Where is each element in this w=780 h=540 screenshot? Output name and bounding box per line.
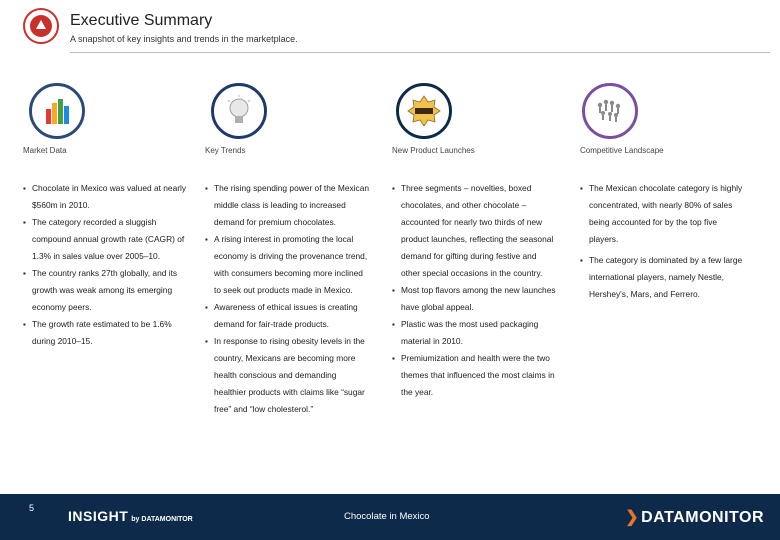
insight-word: INSIGHT: [68, 508, 129, 524]
column-heading: Competitive Landscape: [580, 146, 664, 155]
brand-name: DATAMONITOR: [641, 509, 764, 526]
column-market-data: [23, 83, 193, 346]
column-key-trends: [205, 83, 375, 414]
list-item: ▪ Most top flavors among the new launches have global appeal.: [392, 285, 556, 312]
light-bulb-icon: [211, 83, 267, 139]
datamonitor-logo: [625, 507, 764, 527]
bullet-list: [580, 180, 745, 303]
list-item: ▪ Plastic was the most used packaging material in 2010.: [392, 319, 539, 346]
header-divider: [70, 52, 770, 53]
chess-pieces-icon: [582, 83, 638, 139]
list-item: ▪ The category is dominated by a few large international players, namely Nestle, Hershey's, Mars, and Ferrero.: [580, 255, 743, 299]
list-item: ▪ The Mexican chocolate category is highly concentrated, with nearly 80% of sales being accounted for by the top five players.: [580, 183, 743, 244]
bullet-list: [23, 180, 188, 350]
column-new-product-launches: [392, 83, 562, 397]
list-item: ▪ In response to rising obesity levels in the country, Mexicans are becoming more health conscious and demanding healthier products with claims like “sugar free” and “low cholesterol.”: [205, 336, 365, 414]
list-item: ▪ The growth rate estimated to be 1.6% during 2010–15.: [23, 319, 172, 346]
column-heading: Market Data: [23, 146, 67, 155]
chevron-right-icon: ❯: [625, 509, 640, 526]
bullet-list: [392, 180, 557, 401]
footer-report-title: Chocolate in Mexico: [344, 511, 430, 522]
page-title: Executive Summary: [70, 12, 213, 29]
column-heading: Key Trends: [205, 146, 246, 155]
list-item: ▪ Awareness of ethical issues is creating demand for fair-trade products.: [205, 302, 358, 329]
page-number: 5: [29, 503, 35, 513]
footer-bar: [0, 494, 780, 540]
column-heading: New Product Launches: [392, 146, 475, 155]
list-item: ▪ A rising interest in promoting the local economy is driving the provenance trend, with consumers becoming more inclined to seek out products made in Mexico.: [205, 234, 368, 295]
new-badge-icon: [396, 83, 452, 139]
column-competitive-landscape: [580, 83, 750, 299]
insight-logo: [68, 508, 193, 524]
bullet-list: [205, 180, 370, 418]
insight-by: by DATAMONITOR: [131, 516, 193, 523]
page-subtitle: A snapshot of key insights and trends in the marketplace.: [70, 34, 298, 44]
report-logo: [23, 8, 59, 44]
bar-chart-icon: [29, 83, 85, 139]
list-item: ▪ The rising spending power of the Mexican middle class is leading to increased demand for premium chocolates.: [205, 183, 370, 227]
list-item: ▪ Premiumization and health were the two themes that influenced the most claims in the year.: [392, 353, 555, 397]
list-item: ▪ Three segments – novelties, boxed chocolates, and other chocolate – accounted for nearly two thirds of new product launches, reflecting the seasonal demand for gifting during festive and other special occasions in the country.: [392, 183, 554, 278]
list-item: ▪ The country ranks 27th globally, and its growth was weak among its emerging economy peers.: [23, 268, 178, 312]
list-item: ▪ The category recorded a sluggish compound annual growth rate (CAGR) of 1.3% in sales value over 2005–10.: [23, 217, 185, 261]
list-item: ▪ Chocolate in Mexico was valued at nearly $560m in 2010.: [23, 183, 187, 210]
warning-triangle-icon: [30, 15, 52, 37]
